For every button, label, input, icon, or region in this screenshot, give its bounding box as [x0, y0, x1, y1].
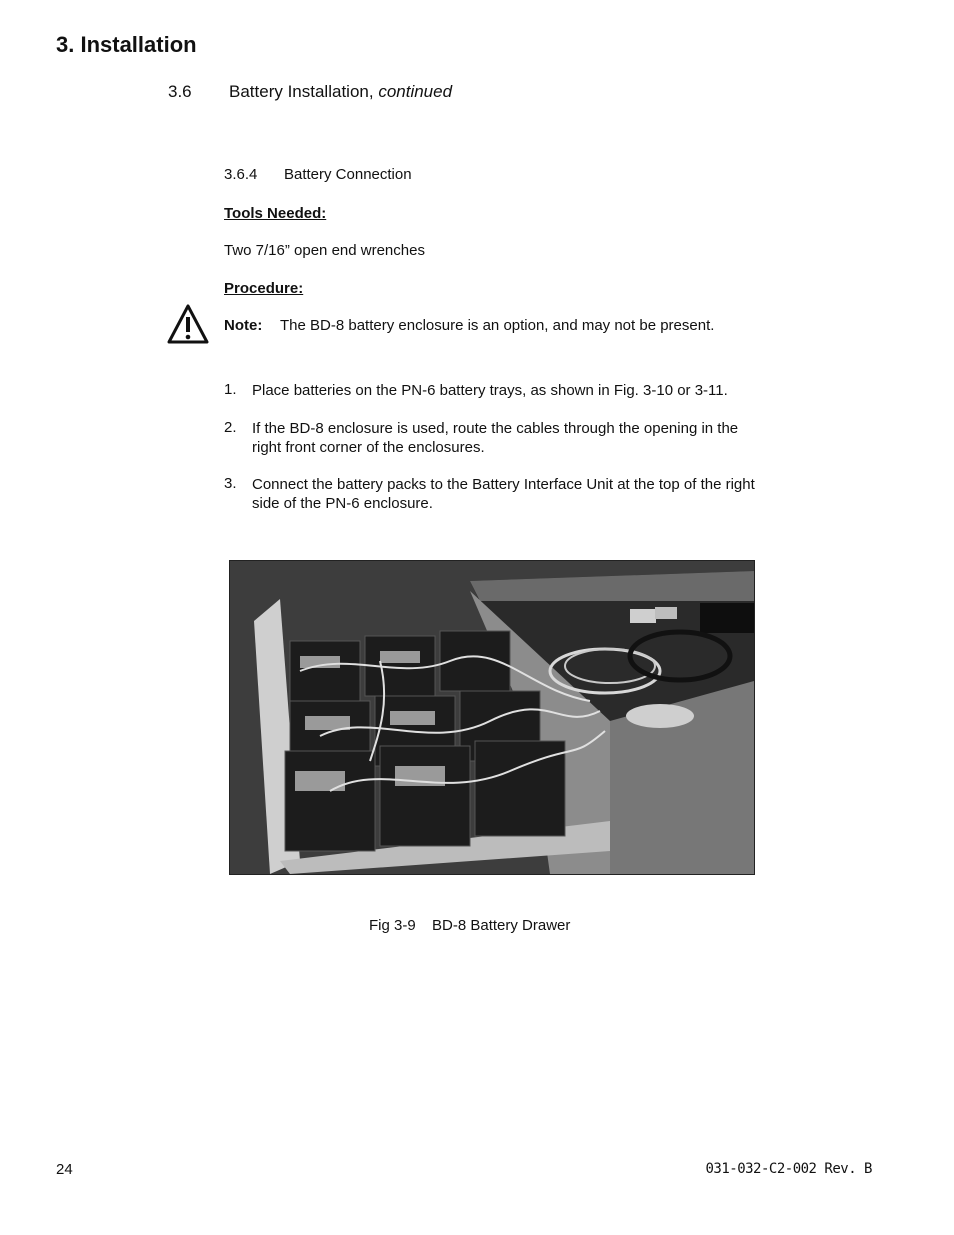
chapter-title: 3. Installation [56, 32, 197, 57]
section-number: 3.6 [168, 82, 192, 101]
tools-label: Tools Needed: [224, 205, 327, 222]
subsection-title: Battery Connection [284, 166, 412, 183]
battery-drawer-illustration [230, 561, 754, 874]
section-title [229, 82, 452, 102]
step-text: Place batteries on the PN-6 battery trays, as shown in Fig. 3-10 or 3-11. [252, 382, 728, 399]
step-number: 2. [224, 419, 237, 436]
note-text: The BD-8 battery enclosure is an option, and may not be present. [280, 317, 715, 334]
figure-number: Fig 3-9 [369, 917, 416, 934]
step-text: If the BD-8 enclosure is used, route the cables through the opening in the right front corner of the enclosures. [252, 420, 739, 456]
step-text: Connect the battery packs to the Battery Interface Unit at the top of the right side of the PN-6 enclosure. [252, 476, 755, 512]
procedure-label: Procedure: [224, 280, 304, 297]
page-number: 24 [56, 1161, 73, 1178]
step-number: 1. [224, 381, 237, 398]
section-title-text: Battery Installation, [229, 82, 374, 101]
warning-icon [166, 302, 210, 346]
step-number: 3. [224, 475, 237, 492]
note-label: Note: [224, 317, 263, 334]
document-id: 031-032-C2-002 Rev. B [705, 1161, 872, 1177]
subsection-number: 3.6.4 [224, 166, 258, 183]
section-title-suffix: continued [378, 82, 453, 101]
figure-caption: BD-8 Battery Drawer [432, 917, 571, 934]
battery-drawer-photo [229, 560, 755, 875]
tools-text: Two 7/16” open end wrenches [224, 242, 425, 259]
